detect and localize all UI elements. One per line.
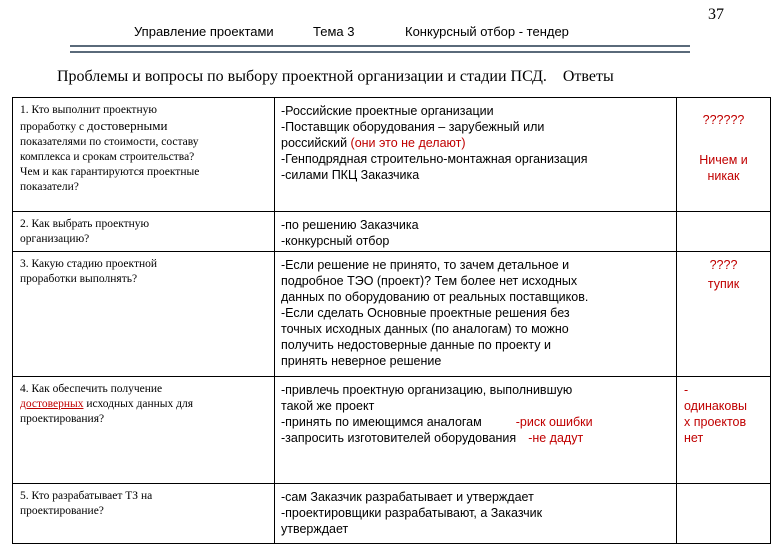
answer-cell: -Российские проектные организации -Поставщик оборудования – зарубежный или российский (они это не делают) -Генподрядная строительно-монтажная организация -силами ПКЦ Заказчика: [275, 98, 677, 212]
refusal-note: -не дадут: [528, 431, 584, 445]
answer-cell: -привлечь проектную организацию, выполнившую такой же проект -принять по имеющимся аналогам -риск ошибки -запросить изготовителей оборудования -не дадут: [275, 377, 677, 484]
question-cell: 1. Кто выполнит проектную проработку с достоверными показателями по стоимости, составу комплекса и срокам строительства? Чем и как гарантируются проектные показатели?: [13, 98, 275, 212]
question-cell: 4. Как обеспечить получение достоверных исходных данных для проектирования?: [13, 377, 275, 484]
table-row: [13, 484, 771, 544]
section-title: Конкурсный отбор - тендер: [405, 24, 569, 39]
topic-label: Тема 3: [313, 24, 355, 39]
question-cell: 5. Кто разрабатывает ТЗ на проектирование?: [13, 484, 275, 544]
course-title: Управление проектами: [134, 24, 274, 39]
note-red: (они это не делают): [350, 136, 466, 150]
table-row: [13, 98, 771, 212]
questions-heading: Проблемы и вопросы по выбору проектной организации и стадии ПСД.: [57, 68, 547, 85]
risk-note: -риск ошибки: [515, 415, 593, 429]
header-divider: [70, 45, 690, 47]
answer-cell: -сам Заказчик разрабатывает и утверждает -проектировщики разрабатывают, а Заказчик утверждает: [275, 484, 677, 544]
table-subtitle: [57, 68, 630, 86]
page-number: 37: [708, 6, 724, 23]
question-cell: 3. Какую стадию проектной проработки выполнять?: [13, 252, 275, 377]
table-row: [13, 252, 771, 377]
question-cell: 2. Как выбрать проектную организацию?: [13, 212, 275, 252]
table-row: [13, 212, 771, 252]
header-divider-2: [70, 51, 690, 53]
result-cell: ?????? Ничем и никак: [677, 98, 771, 212]
result-cell: [677, 212, 771, 252]
table-row: [13, 377, 771, 484]
result-cell: ???? тупик: [677, 252, 771, 377]
underlined-term: достоверных: [20, 398, 84, 410]
answer-cell: -Если решение не принято, то зачем детальное и подробное ТЭО (проект)? Тем более нет исходных данных по оборудованию от реальных поставщиков. -Если сделать Основные проектные решения без точных исходных данных (по аналогам) то можно получить недостоверные данные по проекту и принять неверное решение: [275, 252, 677, 377]
answers-heading: Ответы: [562, 68, 614, 85]
qa-table: [12, 97, 771, 544]
result-cell: - одинаковы х проектов нет: [677, 377, 771, 484]
result-cell: [677, 484, 771, 544]
answer-cell: -по решению Заказчика -конкурсный отбор: [275, 212, 677, 252]
